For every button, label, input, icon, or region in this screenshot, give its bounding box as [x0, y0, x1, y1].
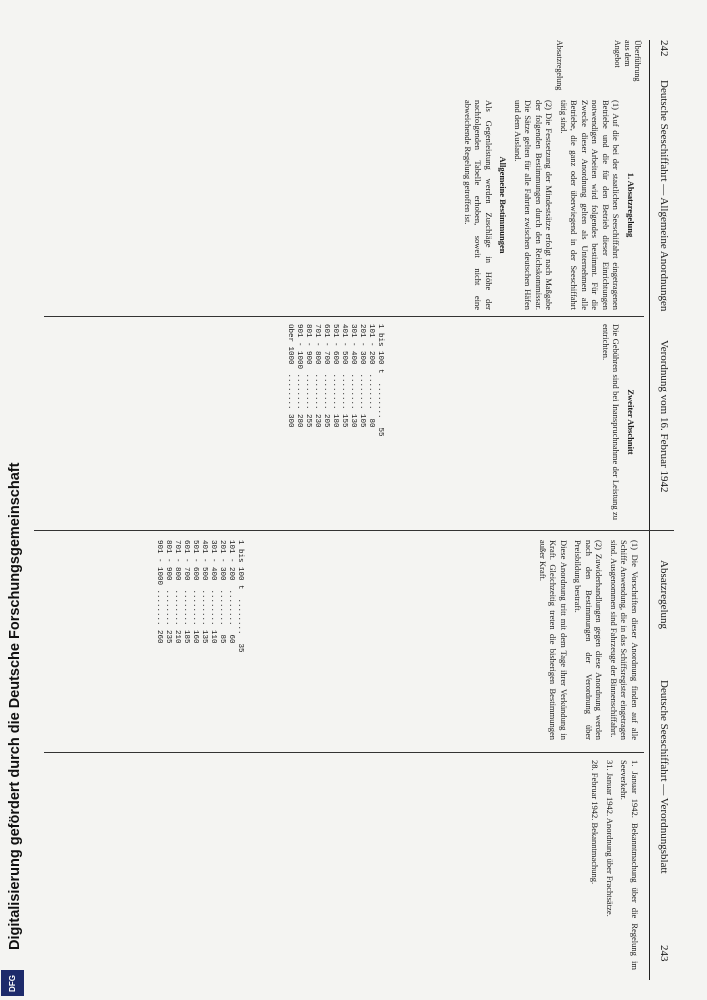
table-row: über 1000 ........ 300	[286, 324, 294, 428]
header-info-left: Verordnung vom 16. Februar 1942	[658, 340, 670, 493]
section-title: Allgemeine Bestimmungen	[498, 156, 509, 254]
paragraph: (1) Auf die bei der staatlichen Seeschiffahrt eingetragenen Betriebe und die für den Betrieb dieser Einrichtungen notwendigen Arbeiten wird folgendes bestimmt. Für die Zwecke dieser Anordnung gelten als Unternehmen alle Betriebe, die ganz oder überwiegend in der Seeschiffahrt tätig sind.	[559, 100, 622, 310]
side-note: 31. Januar 1942. Anordnung über Frachtsätze.	[605, 760, 615, 917]
right-column-text	[260, 540, 640, 740]
table-row: 101 - 200 ........ 80	[367, 324, 375, 428]
funding-text: Digitalisierung gefördert durch die Deutsche Forschungsgemeinschaft	[7, 462, 23, 950]
table-row: 1 bis 100 t ........ 35	[236, 540, 244, 653]
header-rule	[649, 40, 650, 980]
table-row: 601 - 700 ........ 185	[182, 540, 190, 644]
margin-label-1: Überführung aus dem Angebot	[613, 40, 642, 82]
header-left-of-right-page: Absatzregelung	[658, 560, 670, 630]
section-title: 1. Absatzregelung	[626, 172, 636, 238]
column-rule	[44, 752, 644, 753]
section-title: Zweiter Abschnitt	[626, 389, 636, 455]
paragraph: Die Gebühren sind bei Inanspruchnahme der Leistung zu entrichten.	[601, 324, 622, 520]
table-row: 801 - 900 ........ 235	[164, 540, 172, 644]
header-title-right: Deutsche Seeschiffahrt — Verordnungsblatt	[658, 680, 670, 874]
left-column-text	[50, 100, 640, 310]
dfg-logo	[1, 970, 24, 996]
table-row: 301 - 400 ........ 110	[209, 540, 217, 644]
right-side-notes	[50, 760, 640, 970]
dfg-logo-text: DFG	[7, 974, 17, 992]
table-row: 301 - 400 ........ 130	[349, 324, 357, 428]
header-title-left: Deutsche Seeschiffahrt — Allgemeine Anordnungen	[658, 80, 670, 312]
paragraph: (1) Die Vorschriften dieser Anordnung finden auf alle Schiffe Anwendung, die in das Schiffsregister eingetragen sind. Ausgenommen sind Fahrzeuge der Binnenschiffahrt.	[609, 540, 640, 740]
table-row: 801 - 900 ........ 255	[304, 324, 312, 428]
paragraph: (2) Die Festsetzung der Mindestsätze erfolgt nach Maßgabe der folgenden Bestimmungen durch den Reichskommissar. Die Sätze gelten für alle Fahrten zwischen deutschen Häfen und dem Ausland.	[513, 100, 555, 310]
left-tariff-table	[285, 324, 384, 520]
rotated-scan-content	[34, 40, 674, 980]
running-header	[648, 40, 674, 980]
paragraph: Als Gegenleistung werden Zuschläge in Höhe der nachfolgenden Tabelle erhoben, soweit nicht eine abweichende Regelung getroffen ist.	[463, 100, 494, 310]
table-row: 701 - 800 ........ 210	[173, 540, 181, 644]
table-row: 501 - 600 ........ 180	[331, 324, 339, 428]
table-row: 101 - 200 ........ 60	[227, 540, 235, 644]
table-row: 701 - 800 ........ 230	[313, 324, 321, 428]
page-divider	[34, 530, 674, 531]
side-note: 28. Februar 1942. Bekanntmachung.	[590, 760, 601, 885]
table-row: 201 - 300 ........ 105	[358, 324, 366, 428]
funding-strip	[0, 0, 25, 1000]
table-row: 401 - 500 ........ 135	[200, 540, 208, 644]
table-row: 601 - 700 ........ 205	[322, 324, 330, 428]
table-row: 901 - 1000 ........ 280	[295, 324, 303, 428]
column-rule	[44, 316, 644, 317]
margin-label-2: Absatzregelung	[555, 40, 564, 91]
page-number-left: 242	[658, 40, 670, 57]
table-row: 501 - 600 ........ 160	[191, 540, 199, 644]
table-row: 201 - 300 ........ 85	[218, 540, 226, 644]
side-note: 1. Januar 1942. Bekanntmachung über die Regelung im Seeverkehr.	[619, 760, 640, 970]
paragraph: (2) Zuwiderhandlungen gegen diese Anordnung werden nach den Bestimmungen der Verordnung über Preisbildung bestraft.	[573, 540, 605, 740]
table-row: 401 - 500 ........ 155	[340, 324, 348, 428]
page-number-right: 243	[658, 945, 670, 962]
table-row: 1 bis 100 t ........ 55	[376, 324, 384, 437]
left-column-second-text	[400, 324, 640, 520]
table-row: 901 - 1000 ........ 260	[155, 540, 163, 644]
paragraph: Diese Anordnung tritt mit dem Tage ihrer Verkündung in Kraft. Gleichzeitig treten die bisherigen Bestimmungen außer Kraft.	[538, 540, 569, 740]
right-tariff-table	[154, 540, 244, 740]
